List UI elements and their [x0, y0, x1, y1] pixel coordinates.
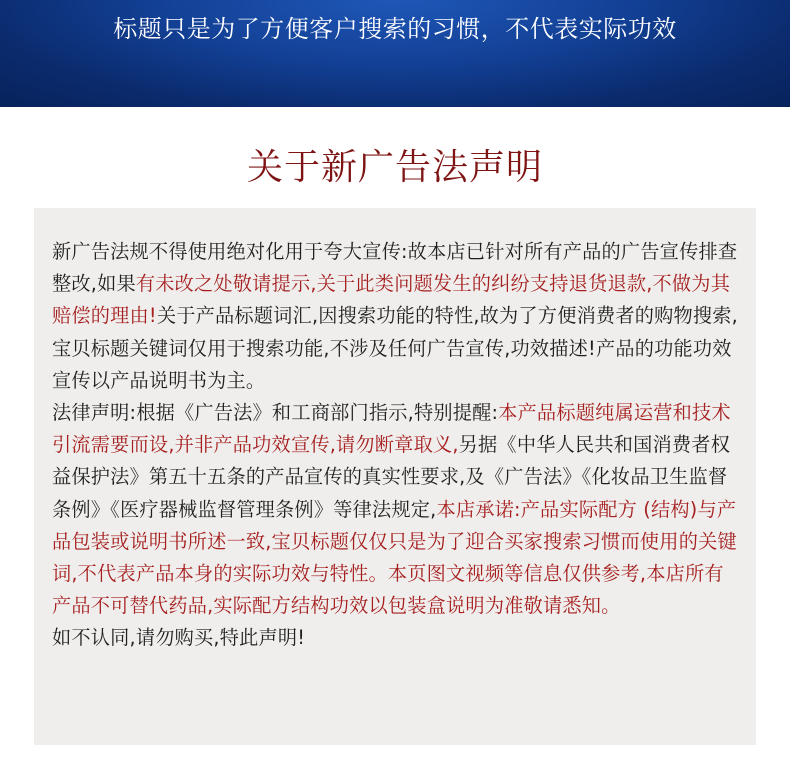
notice-paragraph-1-highlight: 有未改之处敬请提示,关于此类问题发生的纠纷支持退货退款,不做为其赔偿的理由!	[52, 272, 731, 328]
top-banner	[0, 0, 790, 107]
notice-paragraph-3: 如不认同,请勿购买,特此声明!	[52, 626, 306, 650]
notice-paragraph-2-highlight-2: 本店承诺:产品实际配方 (结构)与产品包装或说明书所述一致,宝贝标题仅仅只是为了迎合买家搜索习惯而使用的关键词,不代表产品本身的实际功效与特性。本页图文视频等信息仅供参考,本店所有产品不可替代药品,实际配方结构功效以包装盒说明为准敬请悉知。	[52, 497, 737, 618]
notice-paragraph-2-highlight-1: 本产品标题纯属运营和技术引流需要而设,并非产品功效宣传,请勿断章取义,	[52, 401, 731, 457]
notice-paragraph-1	[52, 236, 742, 397]
notice-paragraph-2	[52, 397, 742, 622]
notice-paragraph-1-text-2: 关于产品标题词汇,因搜索功能的特性,故为了方便消费者的购物搜索,宝贝标题关键词仅用于搜索功能,不涉及任何广告宣传,功效描述!产品的功能功效宣传以产品说明书为主。	[52, 304, 738, 392]
notice-body	[52, 236, 742, 655]
notice-paragraph-2-text-2: 另据《中华人民共和国消费者权益保护法》第五十五条的产品宣传的真实性要求,及《广告法》《化妆品卫生监督条例》《医疗器械监督管理条例》等律法规定,	[52, 433, 731, 521]
banner-text: 标题只是为了方便客户搜索的习惯，不代表实际功效	[113, 15, 677, 43]
notice-paragraph-2-text-1: 法律声明:根据《广告法》和工商部门指示,特别提醒:	[52, 401, 499, 425]
notice-paragraph-1-text-1: 新广告法规不得使用绝对化用于夸大宣传:故本店已针对所有产品的广告宣传排查整改,如果	[52, 240, 738, 296]
page-title: 关于新广告法声明	[246, 147, 543, 188]
notice-box	[34, 208, 756, 745]
